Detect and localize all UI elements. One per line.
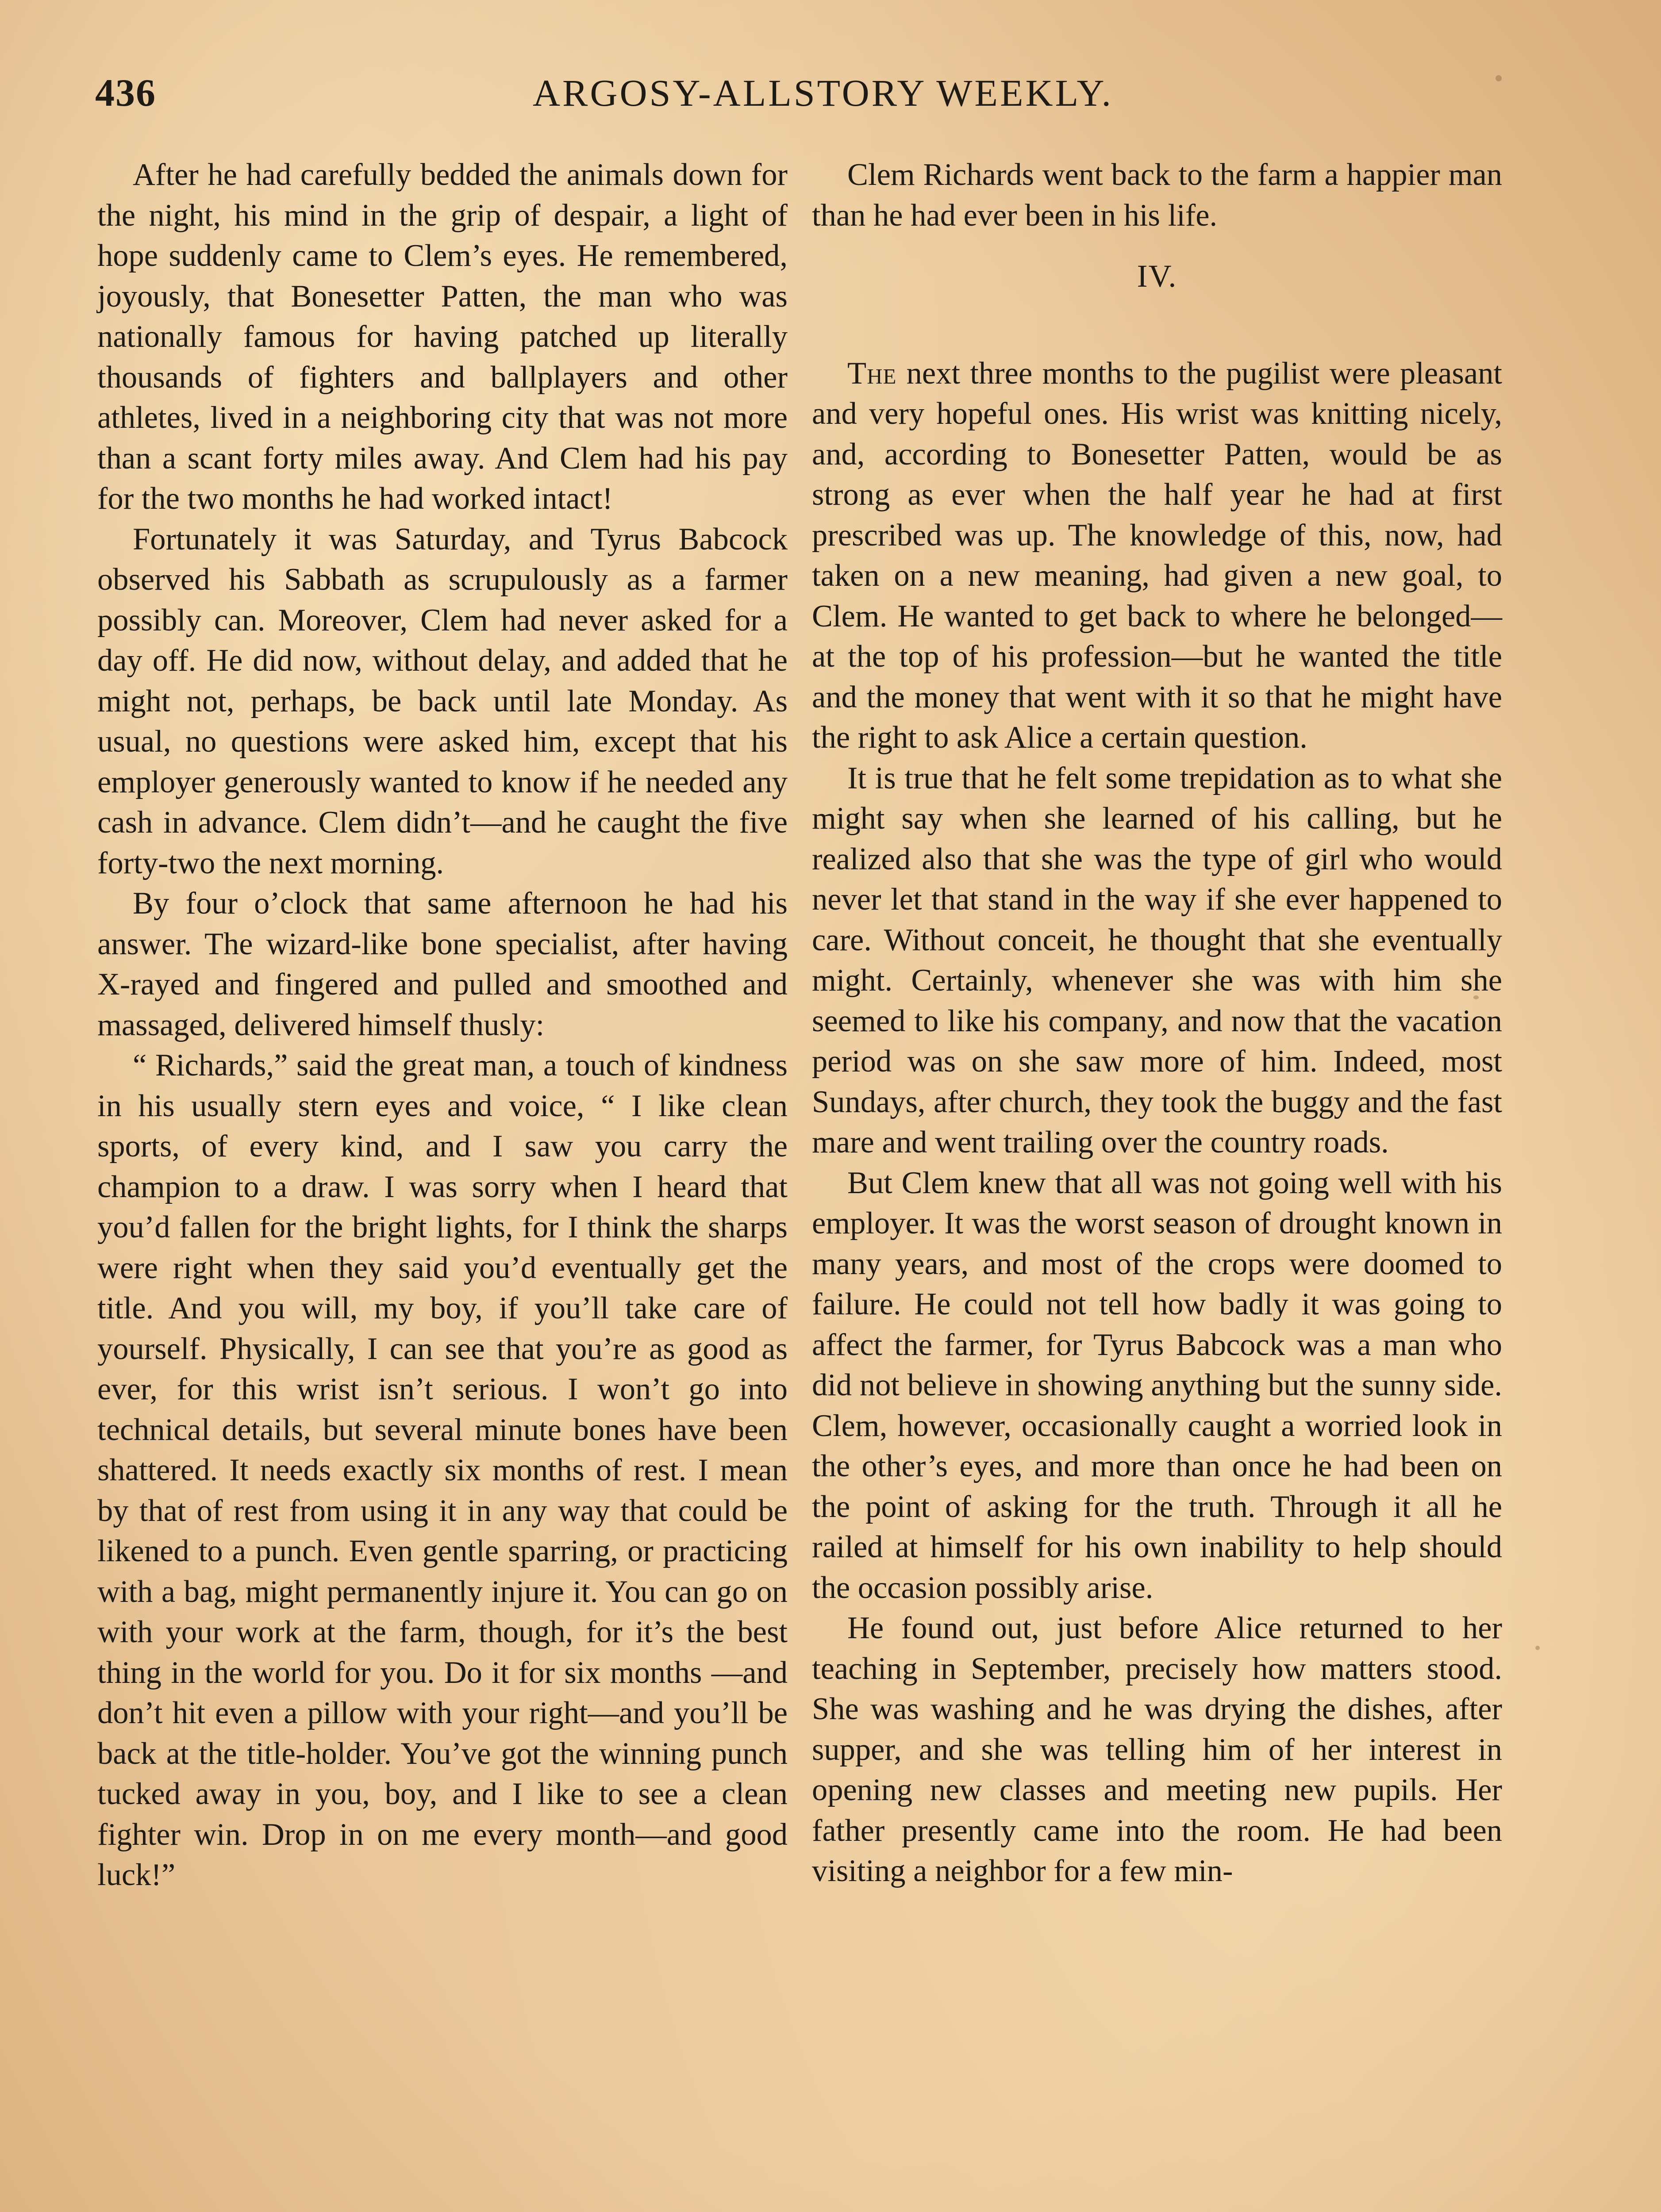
page-number: 436: [95, 72, 156, 115]
paper-speck: [1535, 1646, 1540, 1650]
right-paragraph-2: It is true that he felt some trepidation as to what she might say when she learned of his calling, but he realized also that she was the type of girl who would never let that stand in the way if she ever happened to care. Without conceit, he thought that she eventually might. Certainly, whenever she was with him she seemed to like his company, and now that the vacation period was on she saw more of him. Indeed, most Sundays, after church, they took the buggy and the fast mare and went trailing over the country roads.: [812, 760, 1502, 1160]
running-head: [95, 71, 1498, 128]
section-heading: IV.: [1137, 258, 1177, 294]
paper-speck: [1473, 995, 1479, 999]
right-paragraph-1-text: next three months to the pugilist were pleasant and very hopeful ones. His wrist was knitting nicely, and, according to Bonesetter Patten, would be as strong as ever when the half year he had at first prescribed was up. The knowledge of this, now, had taken on a new meaning, had given a new goal, to Clem. He wanted to get back to where he belonged—at the top of his profession—but he wanted the title and the money that went with it so that he might have the right to ask Alice a certain question.: [812, 356, 1502, 755]
left-paragraph-4: “ Richards,” said the great man, a touch of kindness in his usually stern eyes and voice, “ I like clean sports, of every kind, and I saw you carry the champion to a draw. I was sorry when I heard that you’d fallen for the bright lights, for I think the sharps were right when they said you’d eventually get the title. And you will, my boy, if you’ll take care of yourself. Physically, I can see that you’re as good as ever, for this wrist isn’t serious. I won’t go into technical details, but several minute bones have been shattered. It needs exactly six months of rest. I mean by that of rest from using it in any way that could be likened to a punch. Even gentle sparring, or practicing with a bag, might permanently injure it. You can go on with your work at the farm, though, for it’s the best thing in the world for you. Do it for six months —and don’t hit even a pillow with your right—and you’ll be back at the title-holder. You’ve got the winning punch tucked away in you, boy, and I like to see a clean fighter win. Drop in on me every month—and good luck!”: [97, 1048, 788, 1892]
right-paragraph-3: But Clem knew that all was not going well with his employer. It was the worst season of drought known in many years, and most of the crops were doomed to failure. He could not tell how badly it was going to affect the farmer, for Tyrus Babcock was a man who did not believe in showing anything but the sunny side. Clem, however, occasionally caught a worried look in the other’s eyes, and more than once he had been on the point of asking for the truth. Through it all he railed at himself for his own inability to help should the occasion possibly arise.: [812, 1165, 1502, 1605]
journal-title: ARGOSY-ALLSTORY WEEKLY.: [532, 72, 1114, 114]
left-column: [97, 155, 788, 1896]
left-paragraph-1: After he had carefully bedded the animals down for the night, his mind in the grip of despair, a light of hope suddenly came to Clem’s eyes. He remembered, joyously, that Bonesetter Patten, the man who was nationally famous for having patched up literally thousands of fighters and ballplayers and other athletes, lived in a neighboring city that was not more than a scant forty miles away. And Clem had his pay for the two months he had worked intact!: [97, 157, 788, 516]
right-paragraph-1: [812, 353, 1502, 758]
right-paragraph-4: He found out, just before Alice returned to her teaching in September, precisely how matters stood. She was washing and he was drying the dishes, after supper, and she was telling him of her interest in opening new classes and meeting new pupils. Her father presently came into the room. He had been visiting a neighbor for a few min-: [812, 1611, 1502, 1888]
paper-speck: [1496, 75, 1502, 81]
lead-word: The: [847, 356, 897, 391]
right-opening-paragraph: Clem Richards went back to the farm a happier man than he had ever been in his life.: [812, 157, 1502, 233]
left-paragraph-2: Fortunately it was Saturday, and Tyrus Babcock observed his Sabbath as scrupulously as a farmer possibly can. Moreover, Clem had never asked for a day off. He did now, without delay, and added that he might not, perhaps, be back until late Monday. As usual, no questions were asked him, except that his employer generously wanted to know if he needed any cash in advance. Clem didn’t—and he caught the five forty-two the next morning.: [97, 522, 788, 880]
right-column: [812, 155, 1502, 1892]
left-paragraph-3: By four o’clock that same afternoon he had his answer. The wizard-like bone specialist, after having X-rayed and fingered and pulled and smoothed and massaged, delivered himself thusly:: [97, 886, 788, 1042]
